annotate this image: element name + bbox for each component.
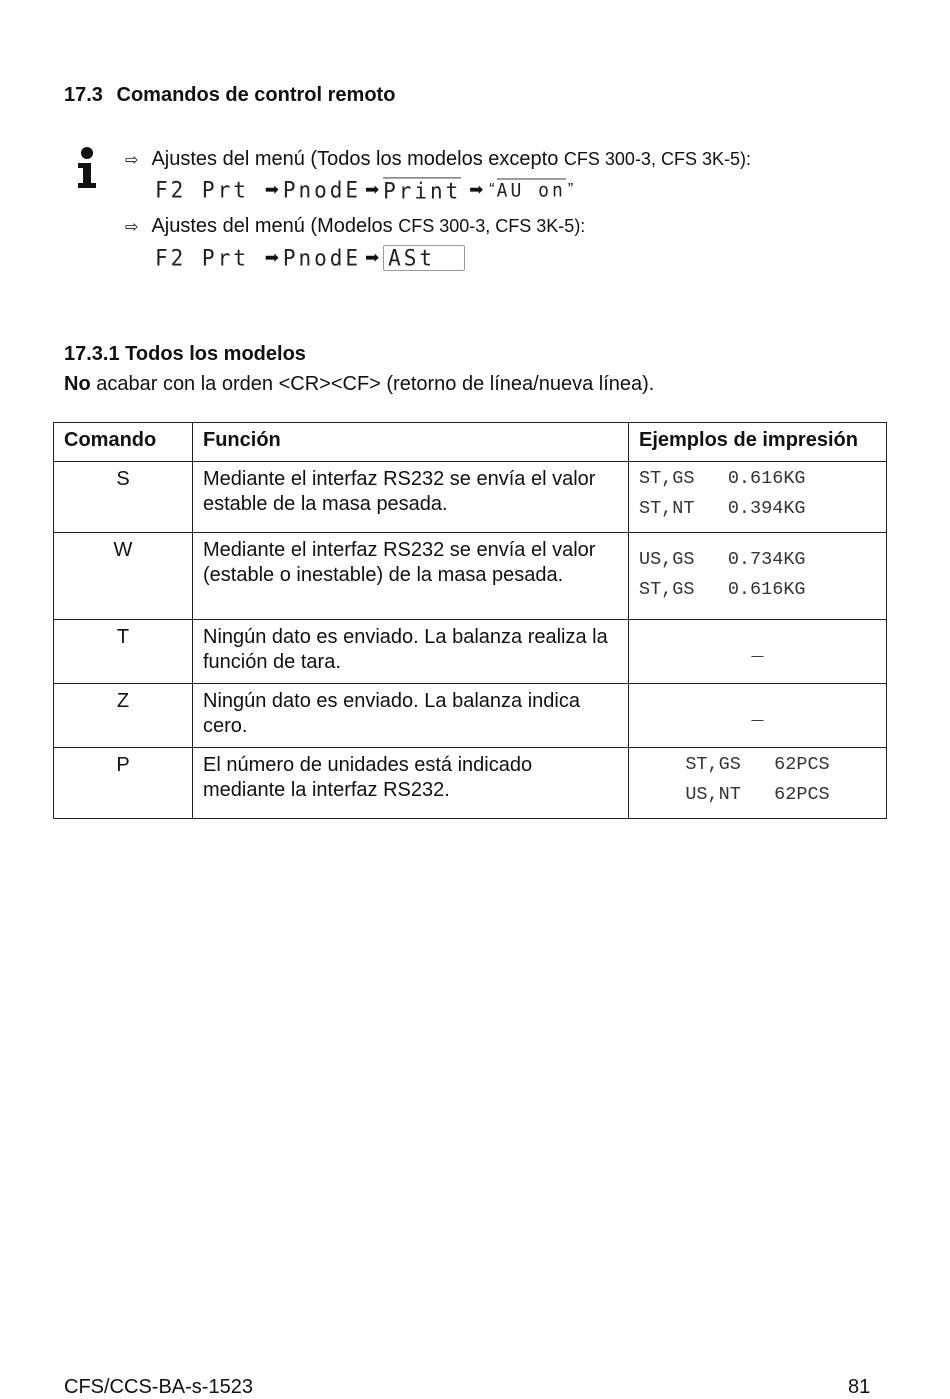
- table-row: [54, 748, 887, 819]
- cell-command: W: [54, 533, 193, 620]
- example-line: US,GS 0.734KG: [639, 548, 806, 570]
- cell-examples: [629, 533, 887, 620]
- display-print: Print: [383, 177, 462, 204]
- menu-settings-models: CFS 300-3, CFS 3K-5):: [398, 216, 586, 236]
- menu-settings-text: Ajustes del menú (Todos los modelos excepto: [151, 148, 559, 170]
- example-line: ST,GS 62PCS: [685, 754, 830, 775]
- header-examples: Ejemplos de impresión: [629, 423, 887, 462]
- section-title: Comandos de control remoto: [116, 84, 396, 106]
- cell-command: P: [54, 748, 193, 819]
- cell-function: Ningún dato es enviado. La balanza realiza la función de tara.: [193, 620, 629, 684]
- header-command: Comando: [54, 423, 193, 462]
- section-number: 17.3: [64, 84, 103, 106]
- cell-function: El número de unidades está indicado mediante la interfaz RS232.: [193, 748, 629, 819]
- display-pmode: PnodE: [282, 177, 362, 203]
- hollow-right-arrow-icon: ⇨: [125, 219, 139, 236]
- display-auon: AU on: [496, 179, 566, 202]
- example-line: ST,NT 0.394KG: [639, 498, 806, 519]
- cell-function: Ningún dato es enviado. La balanza indica cero.: [193, 684, 629, 748]
- footer-document-id: CFS/CCS-BA-s-1523: [64, 1376, 253, 1398]
- cell-command: Z: [54, 684, 193, 748]
- menu-path-1: [155, 177, 575, 203]
- header-function: Función: [193, 423, 629, 462]
- menu-settings-text: Ajustes del menú (Modelos: [151, 215, 393, 237]
- cell-command: T: [54, 620, 193, 684]
- note-text: acabar con la orden <CR><CF> (retorno de línea/nueva línea).: [90, 373, 655, 395]
- subsection-note: [64, 373, 654, 396]
- menu-settings-line-1: [125, 148, 751, 171]
- cell-examples: [629, 462, 887, 533]
- display-ast: ASt: [388, 245, 436, 271]
- note-bold: No: [64, 373, 91, 395]
- menu-settings-models: CFS 300-3, CFS 3K-5):: [563, 149, 751, 169]
- display-pmode: PnodE: [282, 245, 362, 271]
- display-f2prt: F2 Prt: [155, 177, 249, 203]
- example-line: US,NT 62PCS: [685, 784, 830, 805]
- table-row: [54, 620, 887, 684]
- display-box-ast: [383, 245, 465, 271]
- cell-function: Mediante el interfaz RS232 se envía el valor (estable o inestable) de la masa pesada.: [193, 533, 629, 620]
- info-icon: [74, 146, 100, 190]
- table-header-row: [54, 423, 887, 462]
- quote-close: ”: [567, 181, 574, 198]
- cell-examples: _: [629, 620, 887, 684]
- section-heading: [64, 84, 395, 107]
- table-row: [54, 684, 887, 748]
- display-f2prt: F2 Prt: [155, 245, 249, 271]
- example-line: ST,GS 0.616KG: [639, 468, 806, 489]
- solid-right-arrow-icon: ➡: [264, 248, 279, 267]
- table-row: [54, 533, 887, 620]
- subsection-title: 17.3.1 Todos los modelos: [64, 343, 306, 365]
- quote-open: “: [489, 181, 495, 198]
- solid-right-arrow-icon: ➡: [469, 180, 484, 199]
- menu-path-2: [155, 245, 465, 271]
- solid-right-arrow-icon: ➡: [364, 248, 380, 267]
- solid-right-arrow-icon: ➡: [364, 180, 380, 199]
- menu-settings-line-2: [125, 215, 585, 238]
- commands-table: [53, 422, 887, 819]
- cell-examples: _: [629, 684, 887, 748]
- cell-command: S: [54, 462, 193, 533]
- footer-page-number: 81: [848, 1376, 871, 1398]
- cell-function: Mediante el interfaz RS232 se envía el valor estable de la masa pesada.: [193, 462, 629, 533]
- cell-examples: [629, 748, 887, 819]
- solid-right-arrow-icon: ➡: [264, 180, 279, 199]
- table-row: [54, 462, 887, 533]
- hollow-right-arrow-icon: ⇨: [125, 152, 139, 169]
- example-line: ST,GS 0.616KG: [639, 578, 806, 600]
